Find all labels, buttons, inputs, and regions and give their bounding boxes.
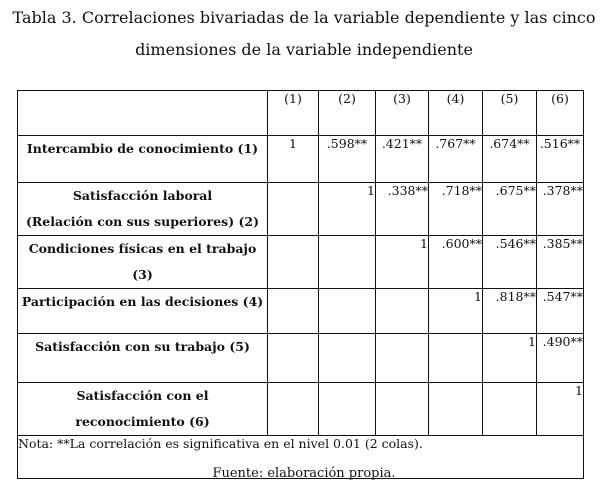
- table-cell: [429, 383, 483, 436]
- table-cell: .378**: [537, 183, 584, 236]
- table-note: Nota: **La correlación es significativa en el nivel 0.01 (2 colas).: [18, 436, 584, 479]
- row-label: [18, 334, 268, 383]
- column-header: (6): [537, 91, 584, 136]
- table-cell: .674**: [483, 136, 537, 183]
- table-cell: .421**: [376, 136, 429, 183]
- table-cell: 1: [483, 334, 537, 383]
- table-row: [18, 136, 584, 183]
- table-cell: [429, 334, 483, 383]
- row-label-line: Satisfacción con su trabajo (5): [35, 339, 250, 354]
- table-cell: 1: [429, 289, 483, 334]
- table-cell: 1: [537, 383, 584, 436]
- column-header: (5): [483, 91, 537, 136]
- table-cell: [268, 183, 319, 236]
- column-header: (3): [376, 91, 429, 136]
- table-cell: [268, 236, 319, 289]
- table-cell: [268, 383, 319, 436]
- table-cell: .767**: [429, 136, 483, 183]
- table-cell: 1: [268, 136, 319, 183]
- table-cell: .385**: [537, 236, 584, 289]
- table-cell: [319, 236, 376, 289]
- table-cell: .600**: [429, 236, 483, 289]
- row-label-line: Intercambio de conocimiento (1): [26, 141, 259, 156]
- table-cell: .546**: [483, 236, 537, 289]
- table-caption-line-1: Tabla 3. Correlaciones bivariadas de la variable dependiente y las cinco: [12, 8, 596, 27]
- table-cell: 1: [319, 183, 376, 236]
- column-header: (1): [268, 91, 319, 136]
- header-row: [18, 91, 584, 136]
- table-cell: [319, 383, 376, 436]
- table-row: [18, 236, 584, 289]
- table-cell: [376, 289, 429, 334]
- row-label-line: Participación en las decisiones (4): [21, 294, 264, 309]
- table-cell: [376, 383, 429, 436]
- row-label-line: (Relación con sus superiores) (2): [25, 214, 259, 229]
- row-label-line: Satisfacción con el: [76, 388, 209, 403]
- table-cell: [319, 334, 376, 383]
- row-label: [18, 289, 268, 334]
- table-cell: .516**: [537, 136, 584, 183]
- row-label-line: Satisfacción laboral: [72, 188, 213, 203]
- row-label: [18, 183, 268, 236]
- row-label-line: Condiciones físicas en el trabajo: [28, 241, 257, 256]
- correlation-table: [17, 90, 584, 479]
- table-row: [18, 383, 584, 436]
- table-cell: [376, 334, 429, 383]
- table-cell: [319, 289, 376, 334]
- table-cell: 1: [376, 236, 429, 289]
- source-note: Fuente: elaboración propia.: [212, 466, 396, 481]
- table-cell: .818**: [483, 289, 537, 334]
- row-label-line: (3): [132, 267, 153, 282]
- table-row: [18, 183, 584, 236]
- row-label: [18, 136, 268, 183]
- table-cell: .490**: [537, 334, 584, 383]
- table-cell: .338**: [376, 183, 429, 236]
- table-cell: [483, 383, 537, 436]
- row-label-line: reconocimiento (6): [75, 414, 210, 429]
- table-cell: .598**: [319, 136, 376, 183]
- table-cell: [268, 334, 319, 383]
- column-header: (4): [429, 91, 483, 136]
- table-row: [18, 289, 584, 334]
- corner-cell: [18, 91, 268, 136]
- row-label: [18, 236, 268, 289]
- table-cell: .675**: [483, 183, 537, 236]
- table-caption-line-2: dimensiones de la variable independiente: [135, 40, 473, 59]
- table-row: [18, 334, 584, 383]
- table-cell: .547**: [537, 289, 584, 334]
- table-cell: [268, 289, 319, 334]
- column-header: (2): [319, 91, 376, 136]
- table-cell: .718**: [429, 183, 483, 236]
- row-label: [18, 383, 268, 436]
